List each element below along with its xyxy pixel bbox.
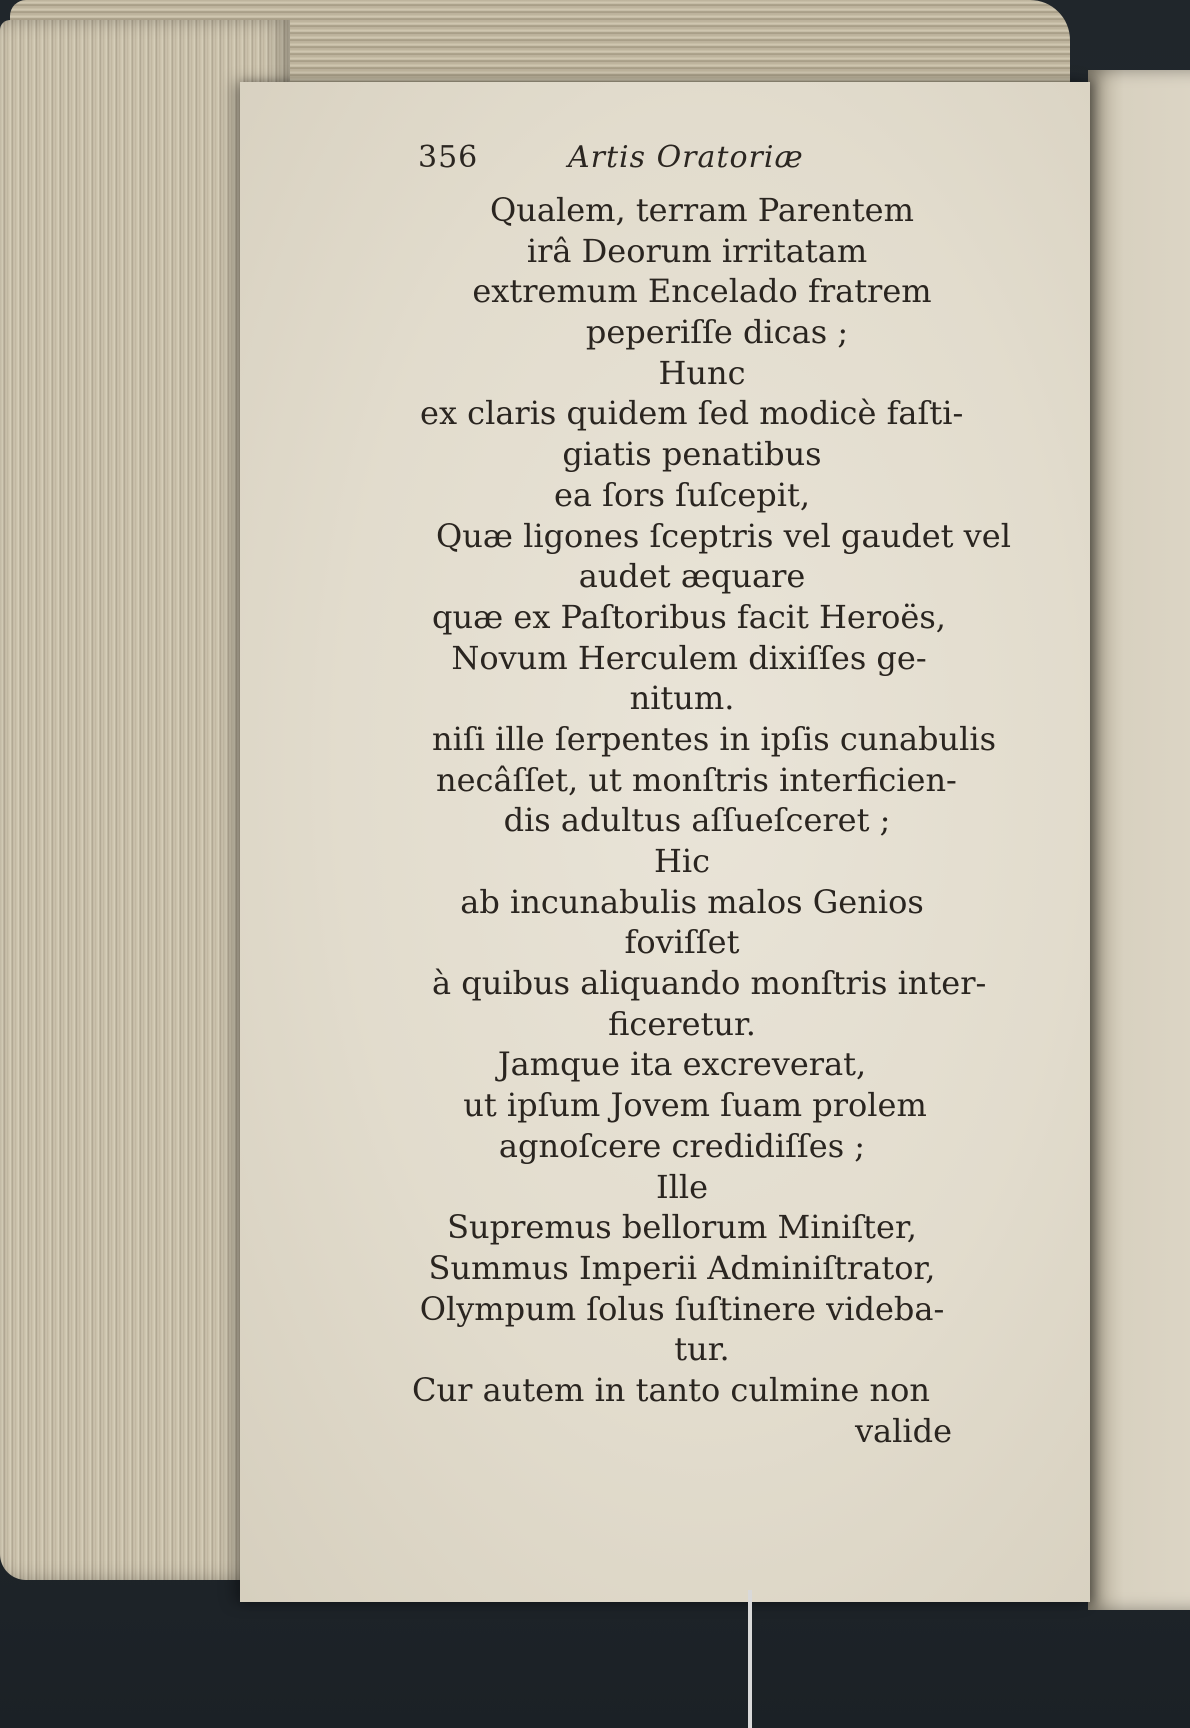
text-line: Ille [655,1167,709,1206]
text-line: agnoſcere credidiſſes ; [498,1126,866,1165]
text-line: necâſſet, ut monſtris interficien- [436,760,957,799]
running-title: Artis Oratoriæ [568,140,804,175]
text-line: Hic [653,842,711,880]
poem-text [412,190,1011,1451]
text-line: Supremus bellorum Miniſter, [447,1208,917,1247]
book-page [240,82,1090,1602]
page-header [418,140,978,190]
text-line: extremum Encelado fratrem [472,272,932,311]
page-number: 356 [418,140,479,175]
text-line: ut ipſum Jovem ſuam prolem [463,1086,927,1125]
facing-page [1088,70,1190,1610]
text-line: ea ſors ſuſcepit, [553,475,811,514]
text-line: ficeretur. [608,1004,756,1043]
text-line: Quæ ligones ſceptris vel gaudet vel [436,516,1011,555]
text-line: audet æquare [578,557,806,596]
text-line: peperiſſe dicas ; [585,313,849,352]
text-line: Novum Herculem dixiſſes ge- [451,638,927,677]
text-line: Summus Imperii Adminiſtrator, [428,1248,936,1287]
text-line: Cur autem in tanto culmine non [412,1370,930,1409]
text-line: niſi ille ſerpentes in ipſis cunabulis [432,719,997,758]
bookmark-ribbon [748,1590,752,1728]
text-line: Jamque ita excreverat, [497,1045,867,1084]
text-line: foviſſet [624,923,740,962]
text-line: quæ ex Paſtoribus facit Heroës, [432,597,946,636]
text-line: ab incunabulis malos Genios [460,882,924,921]
text-line: dis adultus aſſueſceret ; [503,801,891,840]
catchword: valide [854,1411,952,1450]
text-line: irâ Deorum irritatam [526,231,868,270]
text-line: nitum. [629,679,735,718]
text-line: Olympum ſolus ſuſtinere videba- [419,1289,945,1328]
text-line: ex claris quidem ſed modicè faſti- [420,394,964,433]
text-line: giatis penatibus [562,435,822,474]
text-line: à quibus aliquando monſtris inter- [432,964,987,1003]
text-line: tur. [674,1330,730,1369]
text-line: Qualem, terram Parentem [490,191,914,229]
text-line: Hunc [658,353,746,392]
